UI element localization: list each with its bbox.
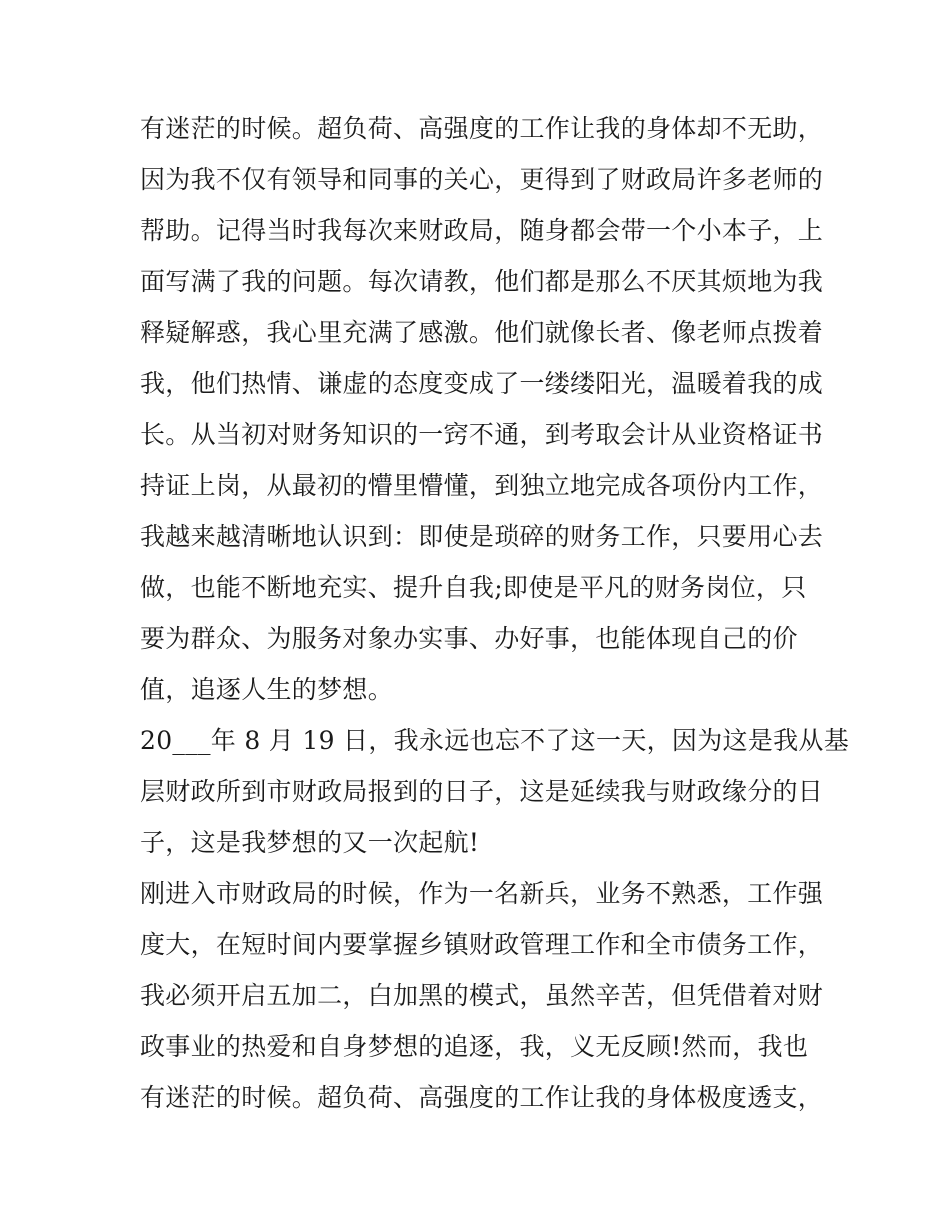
text-line: 层财政所到市财政局报到的日子，这是延续我与财政缘分的日 xyxy=(140,777,824,806)
text-line: 我越来越清晰地认识到：即使是琐碎的财务工作，只要用心去 xyxy=(140,522,824,551)
text-line: 因为我不仅有领导和同事的关心，更得到了财政局许多老师的 xyxy=(140,165,824,194)
text-line: 我必须开启五加二，白加黑的模式，虽然辛苦，但凭借着对财 xyxy=(140,981,824,1010)
text-line: 长。从当初对财务知识的一窍不通，到考取会计从业资格证书 xyxy=(140,420,824,449)
text-line: 面写满了我的问题。每次请教，他们都是那么不厌其烦地为我 xyxy=(140,267,824,296)
text-line: 政事业的热爱和自身梦想的追逐，我，义无反顾!然而，我也 xyxy=(140,1032,809,1061)
text-line: 度大，在短时间内要掌握乡镇财政管理工作和全市债务工作， xyxy=(140,930,824,959)
text-line: 值，追逐人生的梦想。 xyxy=(140,675,394,704)
document-body xyxy=(140,103,850,1123)
text-line: 要为群众、为服务对象办实事、办好事，也能体现自己的价 xyxy=(140,624,798,653)
text-line: 有迷茫的时候。超负荷、高强度的工作让我的身体却不无助， xyxy=(140,114,824,143)
text-line: 帮助。记得当时我每次来财政局，随身都会带一个小本子，上 xyxy=(140,216,824,245)
text-line: 刚进入市财政局的时候，作为一名新兵，业务不熟悉，工作强 xyxy=(140,879,824,908)
text-line: 做，也能不断地充实、提升自我;即使是平凡的财务岗位，只 xyxy=(140,573,807,602)
text-line: 20___年 8 月 19 日，我永远也忘不了这一天，因为这是我从基 xyxy=(140,726,850,755)
text-line: 持证上岗，从最初的懵里懵懂，到独立地完成各项份内工作， xyxy=(140,471,824,500)
text-line: 子，这是我梦想的又一次起航! xyxy=(140,828,480,857)
text-line: 有迷茫的时候。超负荷、高强度的工作让我的身体极度透支， xyxy=(140,1083,824,1112)
text-line: 释疑解惑，我心里充满了感激。他们就像长者、像老师点拨着 xyxy=(140,318,824,347)
text-line: 我，他们热情、谦虚的态度变成了一缕缕阳光，温暖着我的成 xyxy=(140,369,824,398)
